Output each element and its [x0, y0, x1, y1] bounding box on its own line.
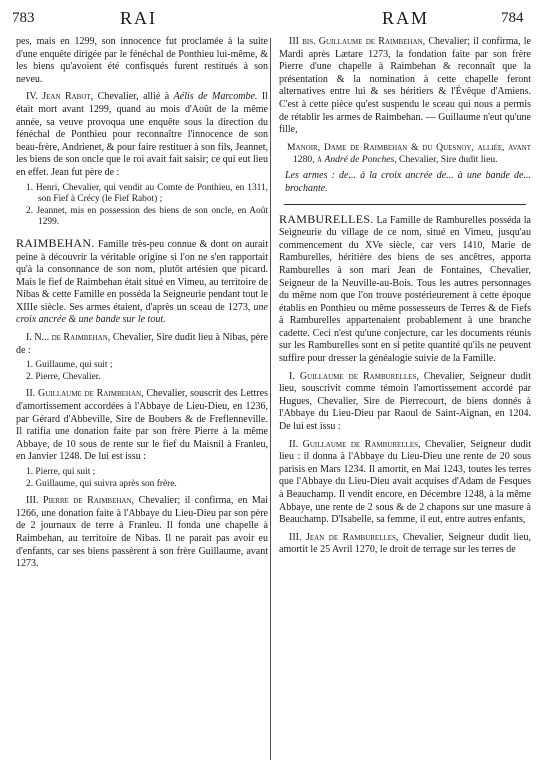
entry-text: Chevalier, Sire dudit lieu à Nibas, père de :: [16, 332, 268, 356]
entry-pierre-raimbehan: [16, 495, 268, 571]
entry-heading: I. N... de Raimbehan,: [26, 332, 111, 344]
list-item: 1. Pierre, qui suit ;: [26, 467, 96, 477]
entry-heading: I. Guillaume de Ramburelles,: [289, 370, 419, 382]
page-number-left: 783: [12, 10, 35, 26]
entry-text: Manoir, Dame de Raimbehan & du Quesnoy, alliée, avant 1280, à: [287, 141, 531, 165]
entry-text: Chevalier, Seigneur dudit lieu, souscrivit comme témoin l'amortissement accordé par Hugues, Chevalier, Sire de Pierrecourt, de biens donnés à l'Abbaye du Lieu-Dieu par Raoul de Saint-Aignan, en 1204. De lui est issu :: [279, 370, 531, 433]
entry-spouse: Aélis de Marcombe.: [173, 91, 258, 103]
entry-text: Chevalier; il confirma, en Mai 1266, une donation faite à l'Abbaye du Lieu-Dieu par son père de 2 journaux de terre à Franleu. Il fonda une chapelle à Raimbehan, au territoire de Nibas. Il ne parait pas avoir eu d'enfants, car ses biens passèrent à son frère Guillaume, avant 1273.: [16, 495, 268, 570]
running-head-right: RAM: [382, 8, 430, 28]
family-raimbehan: [16, 237, 268, 327]
entry-guillaume-raimbehan-bis: [279, 36, 531, 137]
family-ramburelles: [279, 213, 531, 366]
list-item: 2. Guillaume, qui suivra après son frère.: [26, 478, 177, 489]
list-item: 2. Pierre, Chevalier.: [26, 371, 101, 382]
entry-heading: II. Guillaume de Ramburelles,: [289, 438, 421, 450]
list-item: 2. Jeannet, mis en possession des biens de son oncle, en Août 1299.: [26, 205, 268, 228]
family-text: La Famille de Ramburelles posséda la Seigneurie du village de ce nom, situé en Vimeu, jusqu'au commencement du XVe siècle, car vers 1410, Marie de Ramburelles, héritière des biens de ses ancêtres, apporta Ramburelles à son mari Jean de Fontaines, Chevalier, Seigneur de la Neuville-au-Bois. Tous les autres personnages du même nom que l'on trouve postérieurement à cette époque établis en Ponthieu ou même possesseurs de Terres & de Fiefs à Ramburelles appartenaient probablement à une branche cadette. Ceci n'est qu'une conjecture, car les documents réunis sur les Ramburelles sont en si petite quantité qu'ils ne peuvent suffire pour dresser la généalogie suivie de la Famille.: [279, 214, 531, 365]
children-list: [16, 183, 268, 229]
left-column: [16, 36, 268, 764]
list-item: 1. Henri, Chevalier, qui vendit au Comte de Ponthieu, en 1311, son Fief à Crécy (le Fief Rabot) ;: [26, 182, 268, 205]
entry-text: Chevalier, Seigneur dudit lieu : il donna à l'Abbaye du Lieu-Dieu une rente de 20 sous parisis en Mars 1234. Il amortit, en Mai 1243, toutes les terres que l'Abbaye du Lieu-Dieu avait acquises d'Adam de Fesques à Beauchamp. Il vendit encore, en Décembre 1248, à la même Abbaye, une rente de 2 sous & de 2 chapons sur une masure à Beauchamp. D'Isabelle, sa femme, il eut, entre autres enfants,: [279, 438, 531, 526]
right-column: [279, 36, 531, 764]
column-divider: [270, 38, 271, 760]
entry-text: Chevalier, souscrit des Lettres d'amortissement accordées à l'Abbaye de Lieu-Dieu, en 1236, par Gérard d'Abbeville, Sire de Boubers & de Freflenneville. Il ratifia une donation faite par son frère Pierre à la même Abbaye, de 10 sous de rente sur le fief du Maisnil à Franleu, en Janvier 1248. De lui est issu :: [16, 388, 268, 463]
entry-guillaume-ramburelles-1: [279, 371, 531, 434]
arms-line: Les armes : de... à la croix ancrée de... à une bande de... brochante.: [285, 170, 531, 194]
section-rule: [284, 204, 526, 205]
entry-guillaume-ramburelles-2: [279, 439, 531, 527]
entry-heading: III. Pierre de Raimbehan,: [26, 495, 135, 507]
entry-n-raimbehan: [16, 332, 268, 357]
entry-jean-rabot: [16, 91, 268, 179]
children-list: [16, 360, 268, 383]
entry-heading: III bis. Guillaume de Raimbehan,: [289, 36, 426, 47]
entry-text: Chevalier; il confirma, le Mardi après Lætare 1273, la fondation faite par son frère Pierre d'une chapelle à Raimbehan & reconnaît que la présentation & la nomination à cette chapelle feront alternatives entre lui & ses héritiers & l'Évêque d'Amiens. C'est à cette pièce qu'est suspendu le sceau qui nous a permis de rétablir les armes de Raimbehan. — Guillaume n'eut qu'une fille,: [279, 36, 531, 136]
entry-jean-ramburelles: [279, 532, 531, 557]
entry-spouse: André de Ponches,: [324, 153, 397, 165]
family-name: RAMBURELLES.: [279, 211, 374, 226]
entry-text: Chevalier, Sire dudit lieu.: [396, 153, 498, 165]
list-item: 1. Guillaume, qui suit ;: [26, 360, 113, 371]
entry-heading: II. Guillaume de Raimbehan,: [26, 388, 144, 400]
entry-text: Chevalier, Seigneur dudit lieu, amortit le 25 Avril 1270, le droit de terrage sur les terres de: [279, 531, 531, 556]
family-name: RAIMBEHAN.: [16, 235, 95, 250]
entry-heading: IV. Jean Rabot,: [26, 91, 94, 103]
entry-text: Chevalier, allié à: [93, 91, 174, 103]
running-head-left: RAI: [120, 8, 157, 28]
entry-heading: III. Jean de Ramburelles,: [289, 531, 399, 543]
page-header: [0, 6, 541, 32]
page-number-right: 784: [501, 10, 524, 26]
entry-text: Il était mort avant 1299, quand au mois d'Août de la même année, sa veuve provoqua une enquête sous la direction du fénéchal de Ponthieu pour reconnaître l'innocence de son beau-frère, Andrienet, & pour faire restituer à son fils, Jeannet, les biens de son oncle que le roi avait fait saisir; ce qui eut lieu en effet. Jean fut père de :: [16, 91, 268, 178]
children-list: [16, 467, 268, 490]
continuation-paragraph: pes, mais en 1299, son innocence fut proclamée à la suite d'une enquête dirigée par le fénéchal de Ponthieu lui-même, & les biens qu'avoient été confisqués furent restitués à son neveu.: [16, 36, 268, 85]
family-arms: une croix ancrée & une bande sur le tout.: [16, 301, 268, 326]
entry-guillaume-raimbehan: [16, 388, 268, 464]
daughter-entry: [287, 141, 531, 166]
family-text: Famille très-peu connue & dont on aurait peine à découvrir la véritable origine si l'on ne s'en rapportait qu'à la consonnance de son nom, plutôt artésien que picard. Mais le fief de Raimbehan était situé en Vimeu, au territoire de Nibas & cette Famille en posséda la Seigneurie pendant tout le XIIIe siècle. Ses armes étaient, d'après un sceau de 1273,: [16, 238, 268, 313]
